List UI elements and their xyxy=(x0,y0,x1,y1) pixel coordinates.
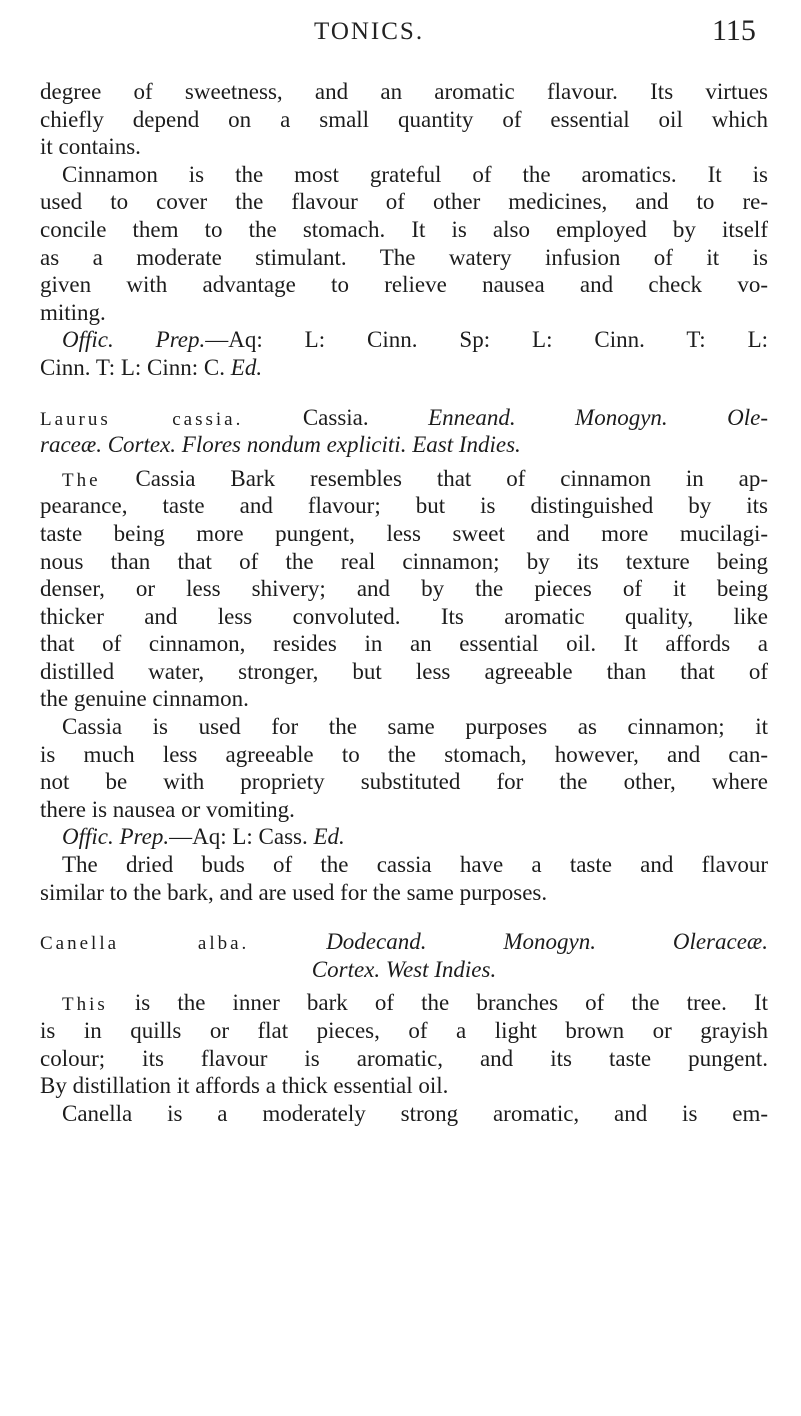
text-line: as a moderate stimulant. The watery infusion of it is xyxy=(40,244,768,270)
heading-canella-alba xyxy=(40,928,768,983)
running-title: TONICS. xyxy=(314,18,425,45)
text-line: concile them to the stomach. It is also employed by itself xyxy=(40,216,768,242)
offic-prep-list: —Aq: L: Cinn. Sp: L: Cinn. T: L: xyxy=(205,327,768,353)
text-line: is in quills or flat pieces, of a light brown or grayish xyxy=(40,1018,768,1043)
body-text xyxy=(40,78,768,1127)
text-line: that of cinnamon, resides in an essential oil. It affords a xyxy=(40,631,768,657)
text-line xyxy=(40,404,768,432)
text-line: The dried buds of the cassia have a taste and flavour xyxy=(62,852,768,878)
text-line: taste being more pungent, less sweet and more mucilagi- xyxy=(40,520,768,546)
text-line: distilled water, stronger, but less agreeable than that of xyxy=(40,658,768,684)
species-name: Laurus cassia. xyxy=(40,408,244,430)
classification-cont: Cortex. West Indies. xyxy=(311,956,497,982)
text-line: is much less agreeable to the stomach, however, and can- xyxy=(40,741,768,767)
text-line: Canella is a moderately strong aromatic, and is em- xyxy=(62,1100,768,1126)
text-line xyxy=(40,326,768,354)
lead-word: This xyxy=(62,994,108,1016)
spacer xyxy=(40,906,768,928)
paragraph-sweetness xyxy=(40,78,768,161)
paragraph-cassia-bark xyxy=(40,465,768,713)
text-span: is the inner bark of the branches of the tree. It xyxy=(134,990,768,1016)
spacer xyxy=(40,382,768,404)
text-line xyxy=(40,928,768,956)
text-line: denser, or less shivery; and by the pieces of it being xyxy=(40,576,768,602)
lead-word: The xyxy=(62,469,101,491)
offic-prep-list: —Aq: L: Cass. xyxy=(169,824,308,850)
text-line: Cassia is used for the same purposes as cinnamon; it xyxy=(62,714,768,740)
text-line: given with advantage to relieve nausea and check vo- xyxy=(40,272,768,298)
page-number: 115 xyxy=(712,14,756,47)
text-line: By distillation it affords a thick essential oil. xyxy=(40,1073,449,1099)
text-line xyxy=(40,989,768,1017)
text-line: colour; its flavour is aromatic, and its taste pungent. xyxy=(40,1045,768,1071)
text-span: Cassia Bark resembles that of cinnamon in ap- xyxy=(135,465,768,491)
text-line: the genuine cinnamon. xyxy=(40,686,249,712)
edinburgh-abbrev: Ed. xyxy=(313,824,345,850)
offic-prep-list-cont: Cinn. T: L: Cinn: C. xyxy=(40,354,226,380)
text-line: not be with propriety substituted for the other, where xyxy=(40,769,768,795)
text-line xyxy=(40,465,768,493)
text-line: thicker and less convoluted. Its aromatic quality, like xyxy=(40,603,768,629)
text-line: Cinnamon is the most grateful of the aromatics. It is xyxy=(62,161,768,187)
running-head xyxy=(0,14,801,54)
species-name: Canella alba. xyxy=(40,933,250,955)
text-line: degree of sweetness, and an aromatic flavour. Its virtues xyxy=(40,79,768,104)
text-line xyxy=(40,823,768,851)
edinburgh-abbrev: Ed. xyxy=(230,354,263,380)
text-line: pearance, taste and flavour; but is distinguished by its xyxy=(40,493,768,519)
text-line: chiefly depend on a small quantity of essential oil which xyxy=(40,106,768,132)
paragraph-offic-prep-cassia xyxy=(40,823,768,851)
classification: Dodecand. Monogyn. Oleraceæ. xyxy=(326,929,768,955)
paragraph-cinnamon xyxy=(40,161,768,327)
text-line: nous than that of the real cinnamon; by its texture being xyxy=(40,548,768,574)
text-line: miting. xyxy=(40,299,106,325)
offic-label: Offic. Prep. xyxy=(62,327,206,353)
classification: Enneand. Monogyn. Ole- xyxy=(428,404,768,430)
paragraph-cassia-buds xyxy=(40,851,768,906)
paragraph-offic-prep-cinnamon xyxy=(40,326,768,381)
text-line: similar to the bark, and are used for the same purposes. xyxy=(40,879,548,905)
text-line: used to cover the flavour of other medicines, and to re- xyxy=(40,189,768,215)
text-line xyxy=(40,354,768,382)
paragraph-cassia-use xyxy=(40,713,768,823)
text-line: it contains. xyxy=(40,134,141,160)
classification-cont: raceæ. Cortex. Flores nondum expliciti. East Indies. xyxy=(40,432,521,458)
heading-laurus-cassia xyxy=(40,404,768,459)
paragraph-canella xyxy=(40,989,768,1127)
text-line: there is nausea or vomiting. xyxy=(40,796,295,822)
common-name: Cassia. xyxy=(302,404,369,430)
offic-label: Offic. Prep. xyxy=(62,824,170,850)
